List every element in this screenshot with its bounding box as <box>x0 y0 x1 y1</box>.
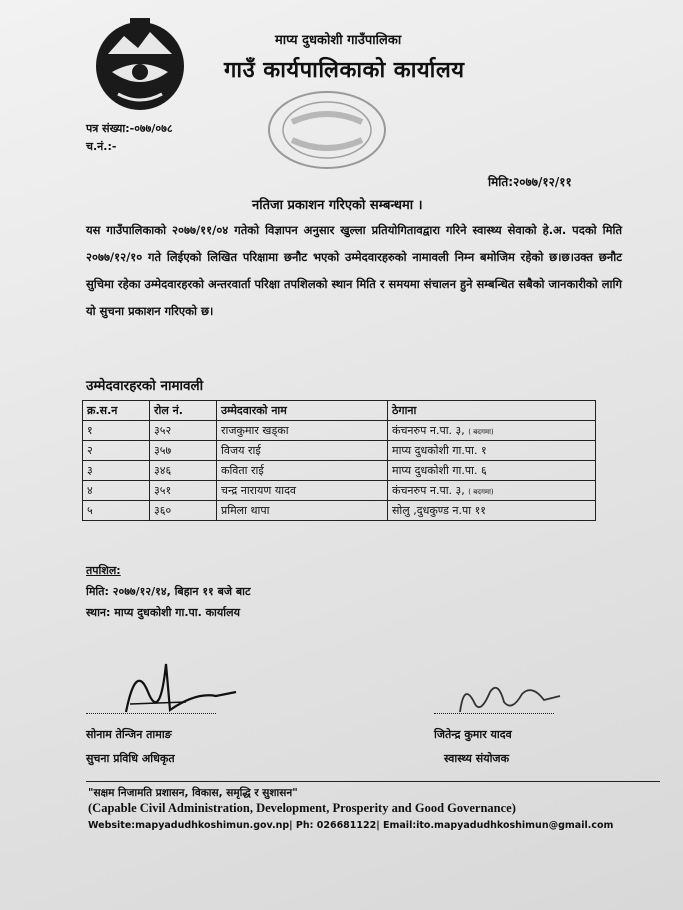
office-stamp-icon <box>262 86 392 174</box>
candidate-table <box>82 400 596 521</box>
cell-roll: ३६० <box>150 501 217 521</box>
address-text: कंचनरुप न.पा. ३, <box>392 424 465 437</box>
table-row <box>83 441 596 461</box>
cell-name: राजकुमार खड्का <box>217 421 388 441</box>
footer-contact: Website:mapyadudhkoshimun.gov.np| Ph: 026681122| Email:ito.mapyadudhkoshimun@gmail.com <box>88 820 614 831</box>
cell-address <box>388 421 596 441</box>
footer-motto: "सक्षम निजामति प्रशासन, विकास, समृद्धि र सुशासन" <box>88 787 298 799</box>
footer-motto-english: (Capable Civil Administration, Development, Prosperity and Good Governance) <box>88 801 516 815</box>
cell-roll: ३५२ <box>150 421 217 441</box>
cell-sn: ४ <box>83 481 150 501</box>
cell-address <box>388 441 596 461</box>
notice-body: यस गाउँपालिकाको २०७७/११/०४ गतेको विज्ञापन अनुसार खुल्ला प्रतियोगितावद्वारा गरिने स्वास्थ्य सेवाको हे.अ. पदको मिति २०७७/१२/१० गते लिईएको लिखित परिक्षामा छनौट भएको उम्मेदवारहरुको नामावली निम्न बमोजिम रहेको छ।छ।उक्त छनौट सुचिमा रहेका उम्मेदवारहरको अन्तरवार्ता परिक्षा तपशिलको स्थान मिति र समयमा संचालन हुने सम्बन्धित सबैको जानकारीको लागि यो सुचना प्रकाशन गरिएको छ। <box>86 223 622 318</box>
address-text: कंचनरुप न.पा. ३, <box>392 484 465 497</box>
cell-roll: ३५७ <box>150 441 217 461</box>
left-signature-line <box>86 713 216 714</box>
table-row <box>83 501 596 521</box>
table-header-row <box>83 401 596 421</box>
reference-block <box>86 120 173 156</box>
address-note: ( बदगमा) <box>468 428 494 436</box>
right-signatory-name: जितेन्द्र कुमार यादव <box>434 728 512 741</box>
letter-number: पत्र संख्या:-०७७/०७८ <box>86 122 173 135</box>
cell-roll: ३४६ <box>150 461 217 481</box>
cell-sn: १ <box>83 421 150 441</box>
cell-address <box>388 461 596 481</box>
address-text: सोलु ,दुधकुण्ड न.पा ११ <box>392 504 487 517</box>
dispatch-number: च.नं.:- <box>86 140 117 153</box>
schedule-datetime: मिति: २०७७/१२/१४, बिहान ११ बजे बाट <box>86 585 251 598</box>
notice-subject: नतिजा प्रकाशन गरिएको सम्बन्धमा । <box>252 198 423 213</box>
cell-name: विजय राई <box>217 441 388 461</box>
header-sn: क्र.स.न <box>83 401 150 421</box>
header-address: ठेगाना <box>388 401 596 421</box>
footer-divider <box>86 781 660 782</box>
cell-name: प्रमिला थापा <box>217 501 388 521</box>
address-text: माप्य दुधकोशी गा.पा. ६ <box>392 464 487 477</box>
office-name: गाउँ कार्यपालिकाको कार्यालय <box>224 58 465 83</box>
header-roll: रोल नं. <box>150 401 217 421</box>
candidate-list-title: उम्मेदवारहरको नामावली <box>86 378 204 394</box>
table-row <box>83 461 596 481</box>
notice-date: मिति:२०७७/१२/११ <box>488 175 572 189</box>
municipality-emblem-icon <box>88 14 192 114</box>
table-row <box>83 421 596 441</box>
left-signatory-title: सुचना प्रविधि अधिकृत <box>86 752 175 765</box>
municipality-name: माप्य दुधकोशी गाउँपालिका <box>275 33 402 48</box>
right-signatory-title: स्वास्थ्य संयोजक <box>444 752 510 765</box>
cell-address <box>388 481 596 501</box>
cell-sn: २ <box>83 441 150 461</box>
left-signatory-name: सोनाम तेन्जिन तामाङ <box>86 728 172 741</box>
header-name: उम्मेदवारको नाम <box>217 401 388 421</box>
cell-name: कविता राई <box>217 461 388 481</box>
cell-sn: ३ <box>83 461 150 481</box>
cell-roll: ३५१ <box>150 481 217 501</box>
cell-name: चन्द्र नारायण यादव <box>217 481 388 501</box>
address-note: ( बदगमा) <box>468 488 494 496</box>
address-text: माप्य दुधकोशी गा.पा. १ <box>392 444 487 457</box>
table-row <box>83 481 596 501</box>
left-signature-icon <box>86 652 256 722</box>
right-signature-line <box>434 713 554 714</box>
right-signature-icon <box>440 672 570 722</box>
cell-address <box>388 501 596 521</box>
cell-sn: ५ <box>83 501 150 521</box>
schedule-label: तपशिल: <box>86 564 121 577</box>
schedule-place: स्थान: माप्य दुधकोशी गा.पा. कार्यालय <box>86 606 240 619</box>
